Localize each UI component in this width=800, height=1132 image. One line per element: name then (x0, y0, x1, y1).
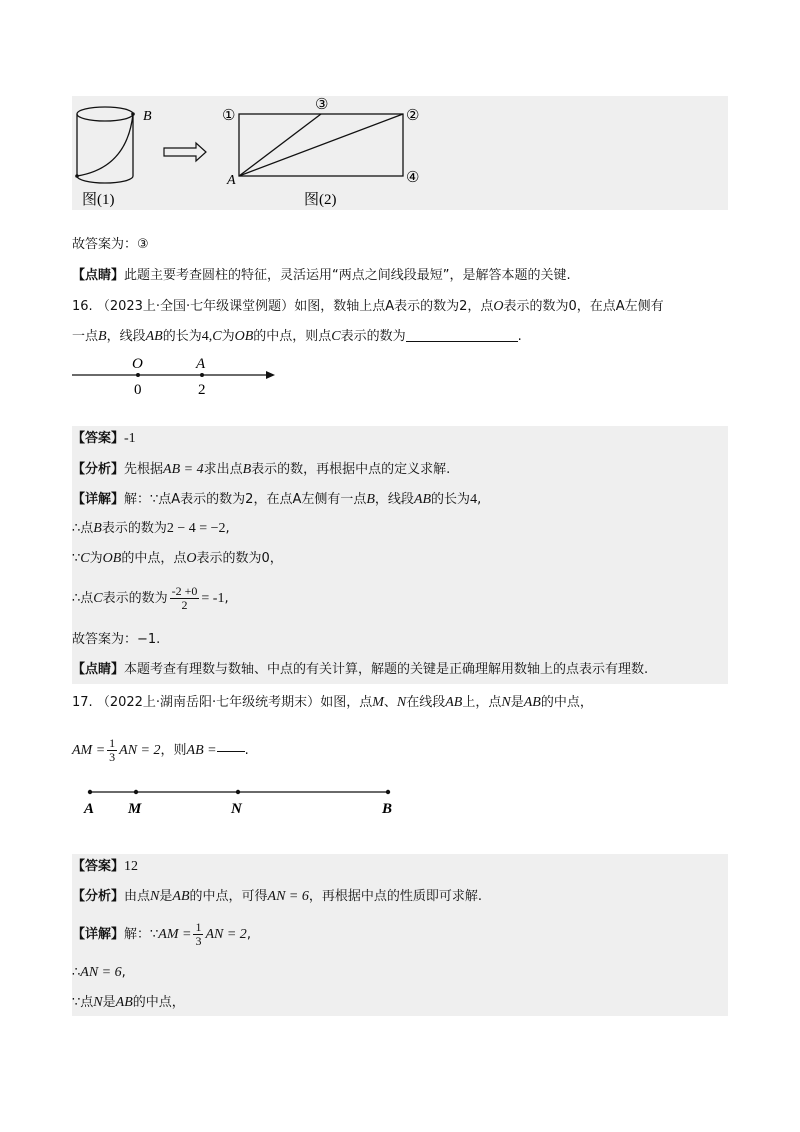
q16-comment-line: 【点睛】本题考查有理数与数轴、中点的有关计算，解题的关键是正确理解用数轴上的点表示有理数. (72, 662, 649, 677)
q17-source: （2022上·湖南岳阳·七年级统考期末） (96, 695, 321, 710)
q16-analysis-line: 【分析】先根据AB = 4求出点B表示的数，再根据中点的定义求解. (72, 462, 451, 477)
segment-label-A: A (84, 801, 95, 817)
q16-answer-blank (406, 327, 518, 342)
q16-stem-line-2: 一点B，线段AB的长为4,C为OB的中点，则点C表示的数为 . (72, 329, 522, 344)
rect-label-A: A (227, 173, 236, 188)
q16-answer-line: 【答案】-1 (72, 431, 136, 446)
q16-detail-line-1: 【详解】解：∵点A表示的数为2，在点A左侧有一点B，线段AB的长为4, (72, 492, 482, 507)
number-line-arrow-icon (266, 371, 275, 379)
cylinder-figure (77, 107, 133, 183)
q17-stem-line-1: 17. （2022上·湖南岳阳·七年级统考期末）如图，点M、N在线段AB上，点N是AB的中点， (72, 695, 593, 710)
cylinder-point-B (131, 112, 135, 116)
segment-label-N: N (231, 801, 242, 817)
segment-label-M: M (128, 801, 142, 817)
q17-fraction: $\frac{1}{3}$ (109, 736, 116, 764)
figure-cylinder-unrolled (72, 96, 432, 210)
cylinder-point-bottom (75, 174, 79, 178)
q16-number: 16. (72, 299, 93, 314)
q17-detail-fraction: $\frac{1}{3}$ (195, 920, 202, 948)
q15-answer-line: 故答案为：③ (72, 237, 149, 252)
q16-source: （2023上·全国·七年级课堂例题） (96, 299, 295, 314)
point-A (88, 790, 92, 794)
q15-comment-tag: 【点睛】 (72, 268, 125, 283)
q16-answer-value: -1 (124, 431, 136, 446)
q17-detail-line-3: ∵点N是AB的中点， (72, 995, 185, 1010)
figure-background-right (420, 96, 728, 210)
q17-answer-line: 【答案】12 (72, 859, 139, 874)
rect-label-2: ② (406, 108, 420, 124)
q15-comment-line: 【点睛】此题主要考查圆柱的特征，灵活运用“两点之间线段最短”，是解答本题的关键. (72, 268, 571, 283)
tick-label-2: 2 (198, 382, 206, 398)
q17-answer-blank (217, 741, 245, 752)
q17-segment-figure (80, 780, 410, 820)
unrolled-rectangle (239, 114, 403, 176)
q16-fraction: $\frac{-2 +0}{2}$ (171, 584, 198, 612)
q16-detail-line-4: ∴点C表示的数为 $\frac{-2 +0}{2}$ = -1, (72, 584, 229, 612)
q17-analysis-line: 【分析】由点N是AB的中点，可得AN = 6，再根据中点的性质即可求解. (72, 889, 482, 904)
rect-label-4: ④ (406, 170, 420, 186)
point-N (236, 790, 240, 794)
tick-label-0: 0 (134, 382, 142, 398)
q17-detail-line-2: ∴AN = 6, (72, 965, 126, 980)
point-O (136, 373, 140, 377)
q16-detail-line-3: ∵C为OB的中点，点O表示的数为0， (72, 551, 283, 566)
q16-stem-line-1: 16. （2023上·全国·七年级课堂例题）如图，数轴上点A表示的数为2，点O表示的数为0，在点A左侧有 (72, 299, 664, 314)
caption-figure-2: 图(2) (304, 192, 337, 208)
q16-detail-line-2: ∴点B表示的数为2 − 4 = −2, (72, 521, 230, 536)
rect-label-1: ① (222, 108, 236, 124)
q17-answer-value: 12 (124, 859, 139, 874)
arrow-right-icon (164, 143, 206, 161)
label-O: O (132, 356, 143, 372)
caption-figure-1: 图(1) (82, 192, 115, 208)
segment-label-B: B (382, 801, 393, 817)
q16-final-line: 故答案为：−1. (72, 632, 161, 647)
q17-number: 17. (72, 695, 93, 710)
q17-detail-line-1: 【详解】解：∵AM = $\frac{1}{3}$ AN = 2, (72, 920, 251, 948)
label-A: A (196, 356, 206, 372)
point-B (386, 790, 390, 794)
cylinder-label-B: B (143, 109, 152, 124)
q16-number-line (70, 352, 290, 402)
rect-label-3: ③ (315, 97, 329, 113)
point-M (134, 790, 138, 794)
q17-stem-line-2: AM = $\frac{1}{3}$ AN = 2，则AB = . (72, 736, 249, 764)
point-A (200, 373, 204, 377)
q15-answer-value: ③ (137, 237, 149, 252)
